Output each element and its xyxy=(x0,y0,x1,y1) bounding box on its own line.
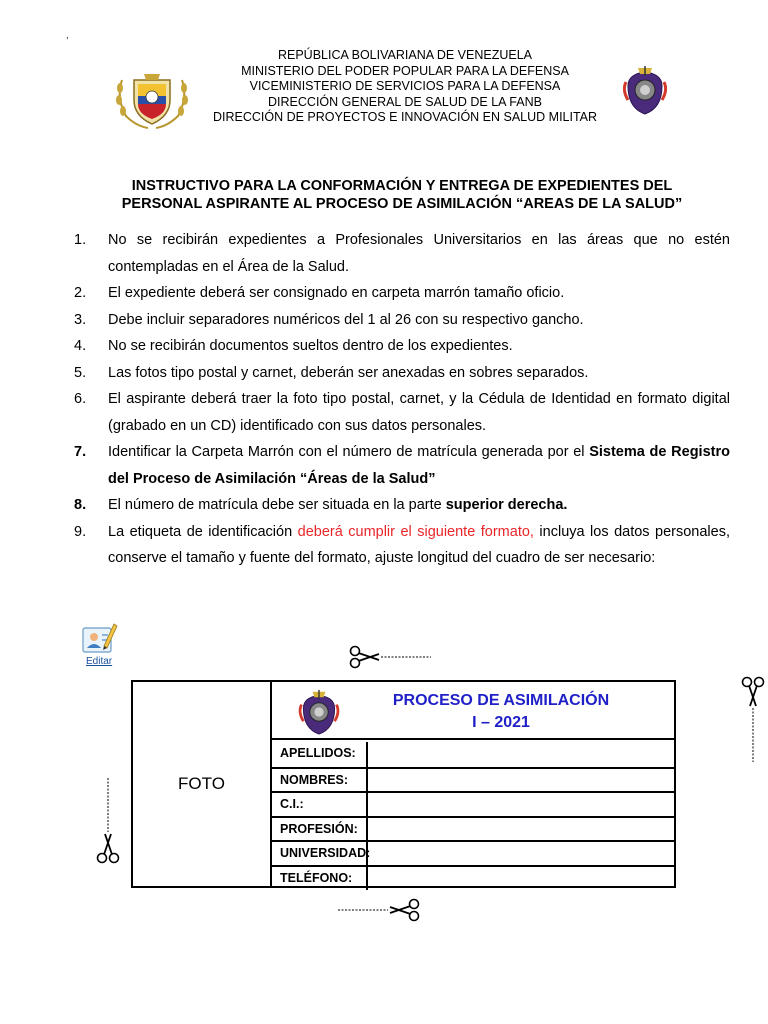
item-text xyxy=(108,439,730,492)
institution-header xyxy=(180,48,630,126)
document-title xyxy=(88,177,716,213)
banner-line: PROCESO DE ASIMILACIÓN xyxy=(392,692,610,709)
field-value-cell xyxy=(368,742,674,767)
instruction-list xyxy=(74,227,730,572)
header-line: DIRECCIÓN DE PROYECTOS E INNOVACIÓN EN SALUD MILITAR xyxy=(212,110,598,124)
field-label: PROFESIÓN: xyxy=(272,818,368,841)
item-text: Debe incluir separadores numéricos del 1 al 26 con su respectivo gancho. xyxy=(108,311,584,328)
item-number: 5. xyxy=(74,364,87,381)
item-number: 3. xyxy=(74,311,87,328)
list-item xyxy=(74,492,730,519)
item-text-part: Identificar la Carpeta Marrón con el número de matrícula generada por el xyxy=(108,444,590,460)
item-text-bold: Sistema de Registro del Proceso de Asimilación “Áreas de la Salud” xyxy=(108,444,730,487)
item-text-red: deberá cumplir el siguiente formato, xyxy=(297,523,534,540)
list-item xyxy=(74,360,730,387)
field-row xyxy=(272,742,674,767)
header-line: MINISTERIO DEL PODER POPULAR PARA LA DEFENSA xyxy=(241,63,569,78)
field-label: UNIVERSIDAD: xyxy=(272,842,368,865)
field-row xyxy=(272,767,674,792)
edit-link[interactable]: Editar xyxy=(86,656,113,667)
item-number: 1. xyxy=(74,232,87,248)
item-text: No se recibirán documentos sueltos dentro de los expedientes. xyxy=(108,338,513,354)
item-number: 8. xyxy=(74,497,87,513)
list-item xyxy=(74,386,730,439)
field-label: APELLIDOS: xyxy=(272,742,368,767)
title-line: INSTRUCTIVO PARA LA CONFORMACIÓN Y ENTREGA DE EXPEDIENTES DEL xyxy=(131,178,673,194)
field-label: NOMBRES: xyxy=(272,769,368,792)
field-row xyxy=(272,816,674,841)
item-number: 2. xyxy=(74,285,87,301)
title-line: PERSONAL ASPIRANTE AL PROCESO DE ASIMILACIÓN “AREAS DE LA SALUD” xyxy=(121,196,683,212)
field-label: C.I.: xyxy=(272,793,368,816)
label-banner xyxy=(272,682,674,740)
label-fields xyxy=(272,742,674,890)
list-item xyxy=(74,280,730,307)
item-text: No se recibirán expedientes a Profesionales Universitarios en las áreas que no estén contempladas en el Área de la Salud. xyxy=(108,232,730,275)
scissors-icon xyxy=(741,676,765,764)
item-text-part: El número de matrícula debe ser situada en la parte xyxy=(108,497,446,513)
banner-line: I – 2021 xyxy=(472,714,530,731)
field-row xyxy=(272,840,674,865)
header-line: DIRECCIÓN GENERAL DE SALUD DE LA FANB xyxy=(268,94,542,109)
list-item xyxy=(74,227,730,280)
emblem-right-icon xyxy=(296,688,342,736)
list-item xyxy=(74,519,730,572)
header-line: VICEMINISTERIO DE SERVICIOS PARA LA DEFENSA xyxy=(249,79,561,93)
list-item xyxy=(74,333,730,360)
edit-icon[interactable] xyxy=(80,620,118,656)
page-mark: , xyxy=(66,30,69,40)
item-text-part: incluya los datos personales, conserve el tamaño y fuente del formato, ajuste longitud del cuadro de ser necesario: xyxy=(108,523,730,566)
field-value-cell xyxy=(368,793,674,816)
field-value-cell xyxy=(368,842,674,865)
photo-placeholder: FOTO xyxy=(133,682,272,886)
field-label: TELÉFONO: xyxy=(272,867,368,890)
item-text: Las fotos tipo postal y carnet, deberán ser anexadas en sobres separados. xyxy=(108,364,589,381)
item-text xyxy=(108,519,730,572)
emblem-right-icon xyxy=(620,64,670,116)
scissors-icon xyxy=(96,776,120,864)
banner-title xyxy=(342,690,660,734)
label-details xyxy=(272,682,674,886)
item-number: 7. xyxy=(74,444,87,460)
scissors-icon xyxy=(336,898,420,922)
field-row xyxy=(272,791,674,816)
header-line: REPÚBLICA BOLIVARIANA DE VENEZUELA xyxy=(277,48,533,62)
scissors-icon xyxy=(349,645,433,669)
item-number: 4. xyxy=(74,338,87,354)
item-text-bold: superior derecha. xyxy=(445,497,568,513)
list-item xyxy=(74,439,730,492)
field-value-cell xyxy=(368,818,674,841)
identification-label-card xyxy=(131,680,676,888)
field-value-cell xyxy=(368,867,674,890)
item-text xyxy=(108,492,730,519)
item-number: 6. xyxy=(74,391,87,407)
field-value-cell xyxy=(368,769,674,792)
item-text-part: La etiqueta de identificación xyxy=(108,523,298,540)
item-number: 9. xyxy=(74,523,87,540)
item-text: El expediente deberá ser consignado en carpeta marrón tamaño oficio. xyxy=(108,285,565,301)
list-item xyxy=(74,307,730,334)
field-row xyxy=(272,865,674,890)
item-text: El aspirante deberá traer la foto tipo postal, carnet, y la Cédula de Identidad en formato digital (grabado en un CD) identificado con sus datos personales. xyxy=(108,391,730,434)
